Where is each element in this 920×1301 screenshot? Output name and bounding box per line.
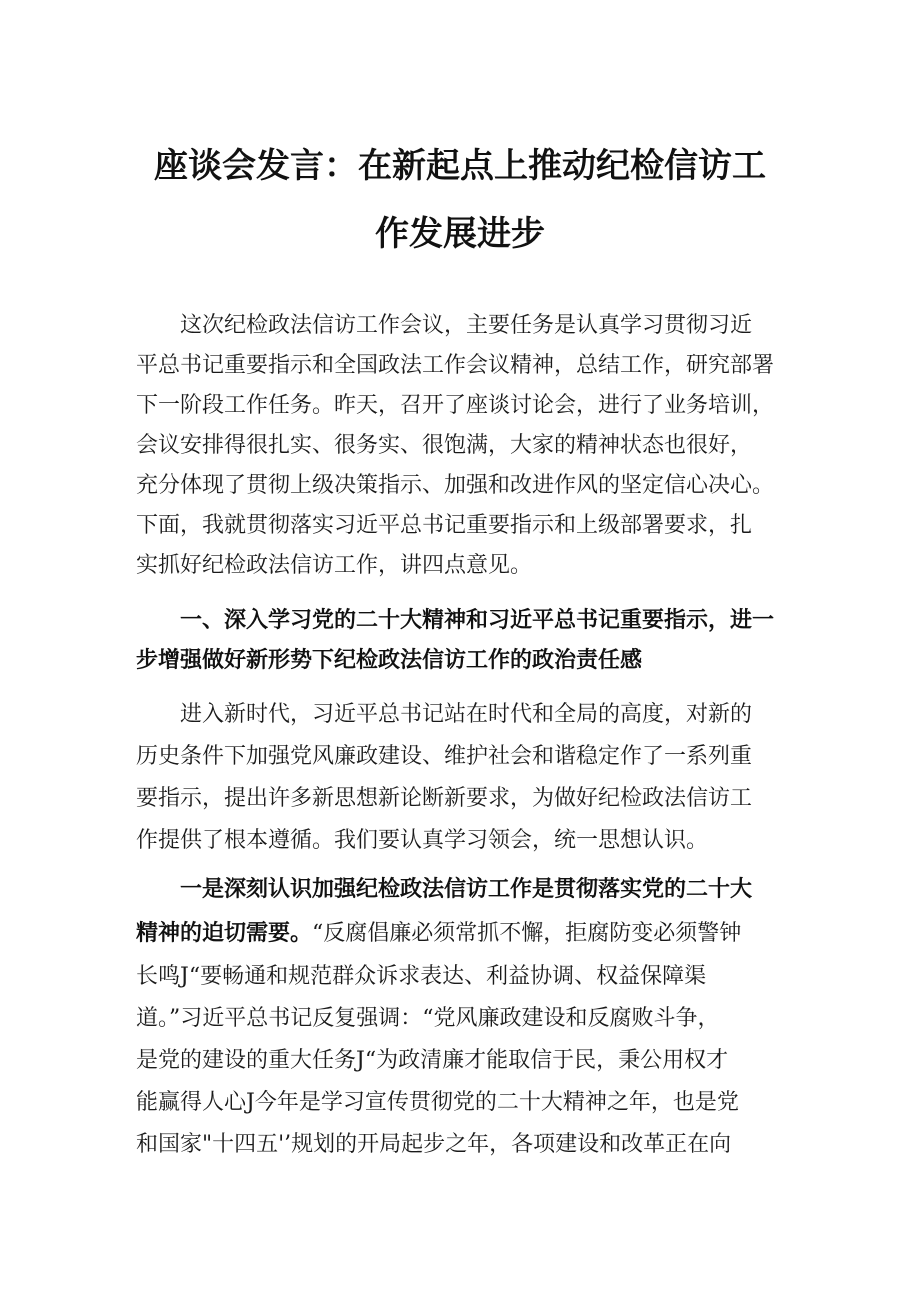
document-title-line-1: 座谈会发言：在新起点上推动纪检信访工	[154, 146, 766, 186]
section-para-line: 历史条件下加强党风廉政建设、维护社会和谐稳定作了一系列重	[136, 744, 753, 769]
intro-line: 会议安排得很扎实、很务实、很饱满，大家的精神状态也很好，	[136, 433, 753, 458]
intro-line: 下一阶段工作任务。昨天，召开了座谈讨论会，进行了业务培训，	[136, 393, 775, 418]
intro-line: 平总书记重要指示和全国政法工作会议精神，总结工作，研究部署	[136, 353, 775, 378]
point-quote-text: “反腐倡廉必须常抓不懈，拒腐防变必须警钟	[312, 921, 742, 946]
point-line: 能赢得人心J今年是学习宣传贯彻党的二十大精神之年，也是党	[136, 1090, 739, 1115]
section-para-line: 要指示，提出许多新思想新论断新要求，为做好纪检政法信访工	[136, 786, 753, 811]
section-para-line: 进入新时代，习近平总书记站在时代和全局的高度，对新的	[180, 702, 753, 727]
section-heading-line: 一、深入学习党的二十大精神和习近平总书记重要指示，进一	[180, 608, 775, 633]
intro-line: 这次纪检政法信访工作会议，主要任务是认真学习贯彻习近	[180, 313, 753, 338]
point-bold-line: 一是深刻认识加强纪检政法信访工作是贯彻落实党的二十大	[180, 877, 753, 902]
document-title-line-2: 作发展进步	[375, 214, 545, 254]
point-line-mixed	[136, 919, 741, 949]
point-line: 是党的建设的重大任务J“为政清廉才能取信于民，秉公用权才	[136, 1048, 729, 1073]
point-bold-lead: 精神的迫切需要。	[136, 921, 313, 946]
intro-line: 充分体现了贯彻上级决策指示、加强和改进作风的坚定信心决心。	[136, 473, 775, 498]
point-line: 和国家"十四五'’规划的开局起步之年，各项建设和改革正在向	[136, 1132, 732, 1157]
section-heading-line: 步增强做好新形势下纪检政法信访工作的政治责任感	[136, 648, 643, 673]
section-para-line: 作提供了根本遵循。我们要认真学习领会，统一思想认识。	[136, 828, 709, 853]
intro-line: 下面，我就贯彻落实习近平总书记重要指示和上级部署要求，扎	[136, 513, 753, 538]
point-line: 长鸣J“要畅通和规范群众诉求表达、利益协调、权益保障渠	[136, 964, 707, 989]
intro-line: 实抓好纪检政法信访工作，讲四点意见。	[136, 553, 533, 578]
point-line: 道。”习近平总书记反复强调：“党风廉政建设和反腐败斗争，	[136, 1006, 720, 1031]
